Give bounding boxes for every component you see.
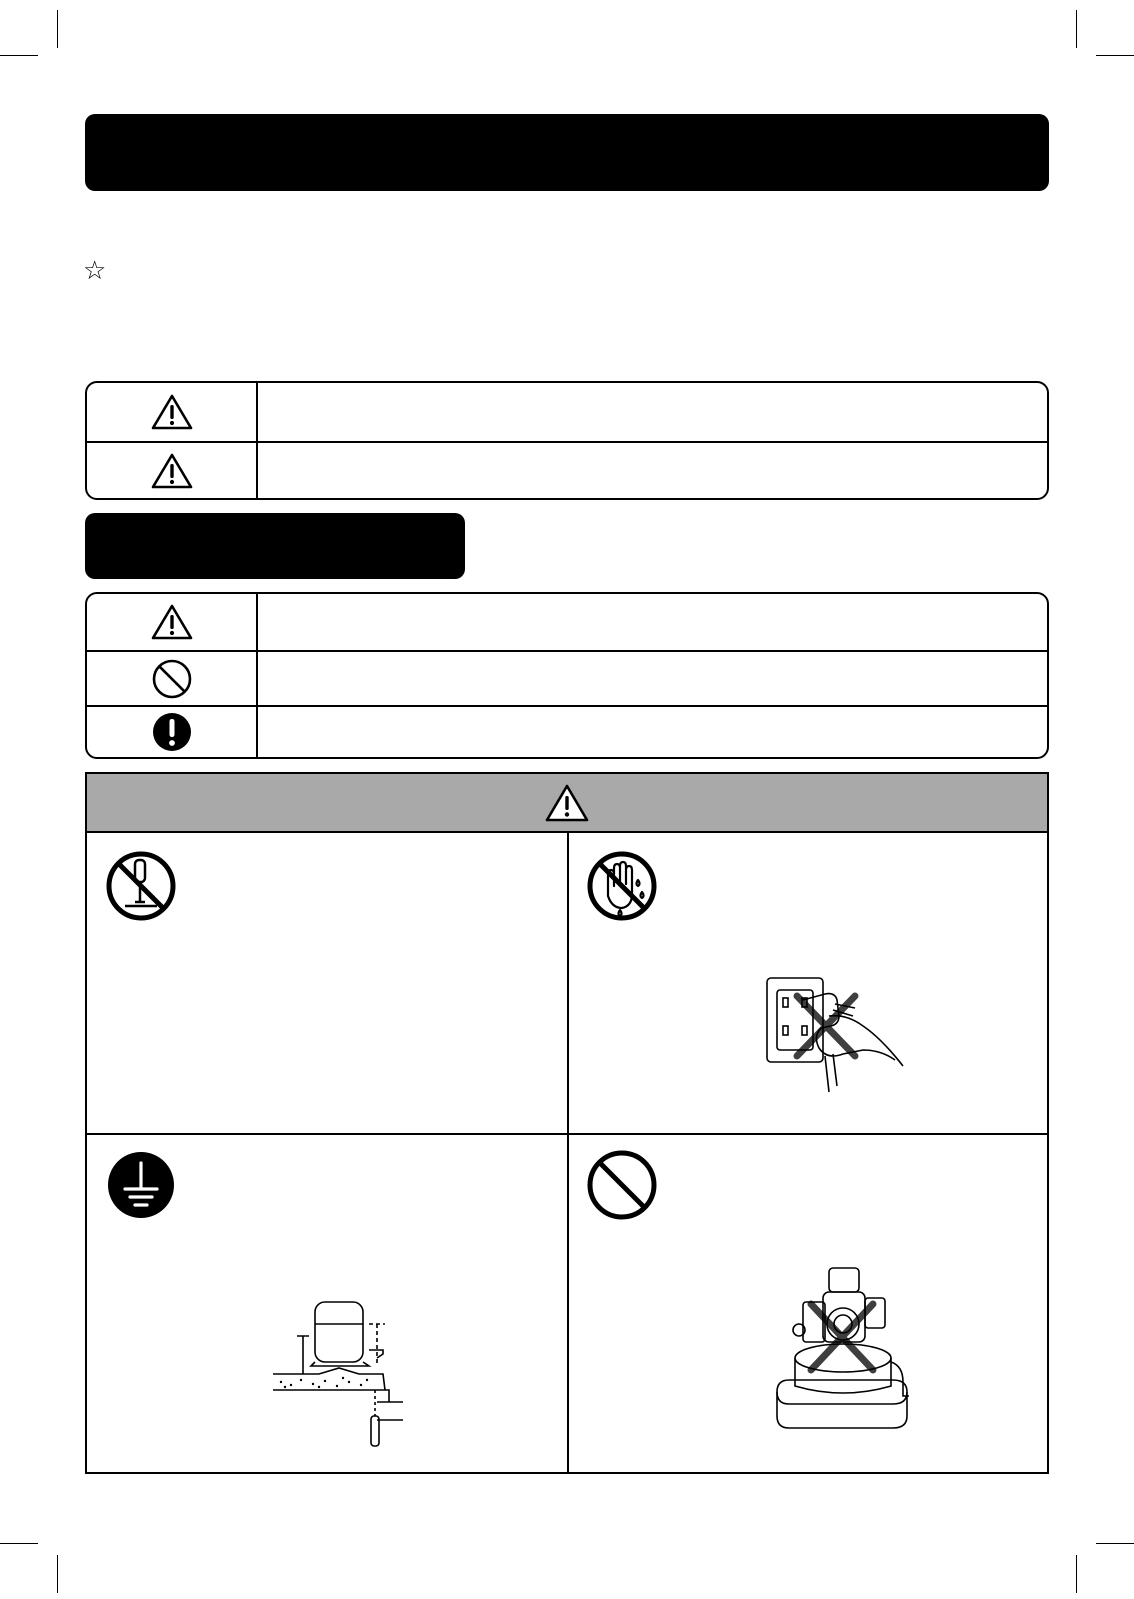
no-disassembly-icon [105, 850, 177, 922]
legend-row-attention [87, 594, 1047, 650]
prohibited-circle-icon [586, 1149, 658, 1221]
warning-triangle-icon [87, 443, 258, 498]
grid-divider [87, 1133, 1047, 1135]
crop-mark [1096, 55, 1134, 56]
mandatory-exclamation-icon [87, 707, 258, 757]
signal-word-table [85, 381, 1049, 500]
hand-on-outlet-illustration [763, 974, 913, 1114]
crop-mark [57, 1555, 58, 1593]
prohibited-circle-icon [87, 652, 258, 705]
ground-connection-icon [105, 1149, 177, 1221]
symbols-banner [85, 513, 465, 579]
signal-row-warning [87, 383, 1047, 441]
warning-section [85, 772, 1049, 1474]
no-wet-hands-icon [586, 850, 658, 922]
legend-row-prohibited [87, 650, 1047, 705]
pump-crossed-illustration [773, 1262, 913, 1432]
grid-divider [567, 833, 569, 1472]
pump-grounding-illustration [273, 1294, 403, 1454]
crop-mark [0, 55, 38, 56]
crop-mark [57, 10, 58, 48]
legend-row-mandatory [87, 705, 1047, 757]
warning-triangle-icon [544, 783, 590, 823]
warning-triangle-icon [87, 383, 258, 441]
warning-triangle-icon [87, 594, 258, 650]
crop-mark [1096, 1543, 1134, 1544]
star-bullet-icon: ☆ [83, 256, 107, 286]
warning-section-header [87, 774, 1047, 833]
symbol-legend-table [85, 592, 1049, 759]
crop-mark [1076, 10, 1077, 48]
crop-mark [0, 1543, 38, 1544]
page-title-banner [85, 114, 1049, 191]
crop-mark [1076, 1555, 1077, 1593]
signal-row-caution [87, 441, 1047, 498]
